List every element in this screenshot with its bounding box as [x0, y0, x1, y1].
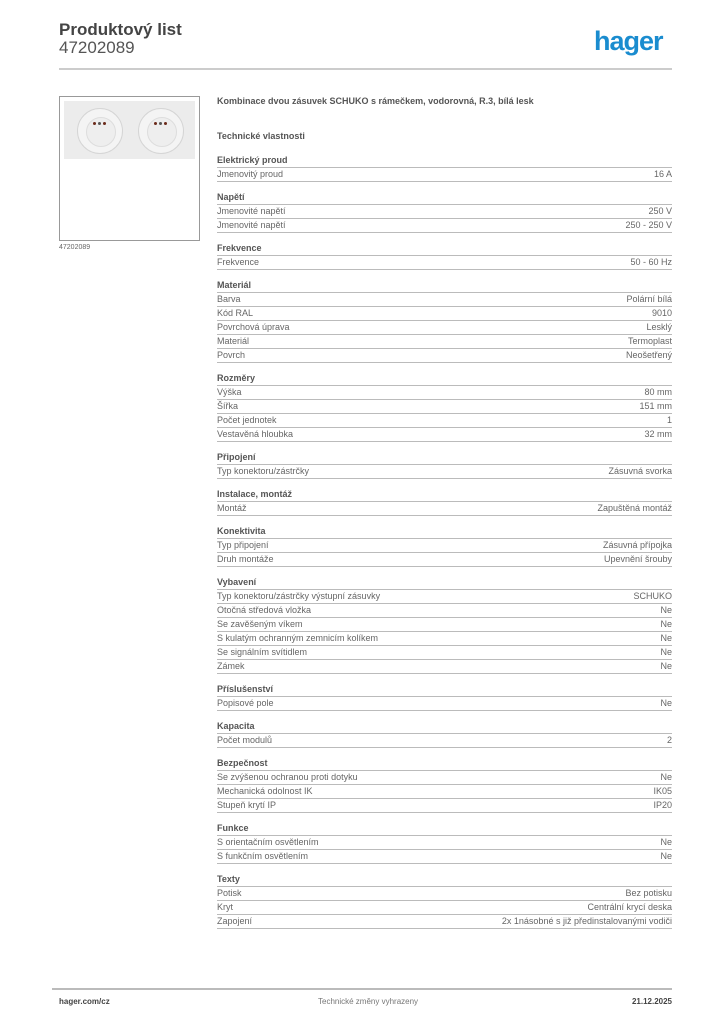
spec-row — [217, 307, 672, 321]
spec-label: S funkčním osvětlením — [217, 851, 309, 861]
spec-label: Jmenovité napětí — [217, 220, 286, 230]
footer-note: Technické změny vyhrazeny — [318, 997, 419, 1006]
spec-label: Druh montáže — [217, 554, 274, 564]
spec-group — [217, 279, 672, 363]
spec-group — [217, 822, 672, 864]
spec-value: 151 mm — [639, 401, 672, 411]
spec-value: IP20 — [653, 800, 672, 810]
spec-value: 32 mm — [644, 429, 672, 439]
spec-row — [217, 632, 672, 646]
spec-row — [217, 785, 672, 799]
spec-label: Výška — [217, 387, 242, 397]
spec-label: Zapojení — [217, 916, 253, 926]
spec-value: Zapuštěná montáž — [597, 503, 672, 513]
spec-value: Ne — [660, 647, 672, 657]
footer-website[interactable]: hager.com/cz — [59, 997, 110, 1006]
spec-label: Kód RAL — [217, 308, 254, 318]
product-description: Kombinace dvou zásuvek SCHUKO s rámečkem, vodorovná, R.3, bílá lesk — [217, 96, 534, 106]
footer-date: 21.12.2025 — [631, 997, 672, 1006]
spec-row — [217, 428, 672, 442]
spec-value: Zásuvná přípojka — [602, 540, 672, 550]
spec-value: Ne — [660, 772, 672, 782]
page-title: Produktový list — [59, 20, 182, 39]
spec-group — [217, 525, 672, 567]
spec-label: Počet modulů — [217, 735, 273, 745]
spec-row — [217, 604, 672, 618]
spec-label: Povrchová úprava — [217, 322, 290, 332]
spec-group — [217, 683, 672, 711]
spec-group-title: Materiál — [217, 279, 672, 293]
spec-value: Ne — [660, 605, 672, 615]
spec-row — [217, 590, 672, 604]
spec-label: Se zvýšenou ochranou proti dotyku — [217, 772, 358, 782]
spec-label: Šířka — [217, 401, 239, 411]
spec-value: 250 - 250 V — [625, 220, 672, 230]
spec-value: IK05 — [653, 786, 672, 796]
spec-label: Jmenovité napětí — [217, 206, 286, 216]
spec-group — [217, 372, 672, 442]
spec-row — [217, 660, 672, 674]
spec-groups — [217, 154, 672, 929]
spec-row — [217, 205, 672, 219]
spec-row — [217, 335, 672, 349]
spec-value: Ne — [660, 633, 672, 643]
spec-row — [217, 400, 672, 414]
spec-row — [217, 321, 672, 335]
product-image — [59, 96, 200, 241]
double-socket-picture — [64, 101, 195, 159]
spec-value: 9010 — [651, 308, 672, 318]
spec-row — [217, 734, 672, 748]
spec-group-title: Elektrický proud — [217, 154, 672, 168]
spec-value: Lesklý — [646, 322, 672, 332]
spec-value: Ne — [660, 837, 672, 847]
spec-label: Potisk — [217, 888, 242, 898]
spec-row — [217, 901, 672, 915]
spec-value: 2x 1násobné s již předinstalovanými vodiči — [501, 916, 672, 926]
spec-group — [217, 720, 672, 748]
spec-label: S kulatým ochranným zemnicím kolíkem — [217, 633, 379, 643]
socket-icon — [77, 108, 123, 154]
spec-value: 16 A — [653, 169, 672, 179]
spec-label: Jmenovitý proud — [217, 169, 284, 179]
spec-label: Typ konektoru/zástrčky — [217, 466, 310, 476]
spec-row — [217, 502, 672, 516]
spec-value: 80 mm — [644, 387, 672, 397]
hager-logo: hager — [594, 26, 663, 56]
spec-row — [217, 256, 672, 270]
spec-row — [217, 771, 672, 785]
spec-row — [217, 168, 672, 182]
spec-value: Ne — [660, 661, 672, 671]
spec-row — [217, 915, 672, 929]
spec-row — [217, 836, 672, 850]
spec-row — [217, 553, 672, 567]
spec-row — [217, 799, 672, 813]
spec-label: Frekvence — [217, 257, 260, 267]
spec-row — [217, 539, 672, 553]
spec-row — [217, 618, 672, 632]
spec-row — [217, 697, 672, 711]
spec-label: Stupeň krytí IP — [217, 800, 277, 810]
spec-group — [217, 191, 672, 233]
spec-row — [217, 850, 672, 864]
spec-value: Bez potisku — [625, 888, 672, 898]
spec-group-title: Instalace, montáž — [217, 488, 672, 502]
spec-label: Se signálním svítidlem — [217, 647, 308, 657]
spec-group — [217, 242, 672, 270]
spec-value: SCHUKO — [633, 591, 672, 601]
spec-group-title: Rozměry — [217, 372, 672, 386]
spec-label: Vestavěná hloubka — [217, 429, 294, 439]
spec-label: Typ konektoru/zástrčky výstupní zásuvky — [217, 591, 381, 601]
spec-label: Montáž — [217, 503, 247, 513]
spec-value: Termoplast — [627, 336, 672, 346]
spec-group — [217, 576, 672, 674]
spec-value: 250 V — [648, 206, 672, 216]
spec-label: Se zavěšeným víkem — [217, 619, 303, 629]
spec-row — [217, 219, 672, 233]
spec-group-title: Konektivita — [217, 525, 672, 539]
spec-value: Zásuvná svorka — [608, 466, 672, 476]
spec-value: Polární bílá — [626, 294, 672, 304]
spec-label: Mechanická odolnost IK — [217, 786, 313, 796]
spec-group-title: Napětí — [217, 191, 672, 205]
section-title: Technické vlastnosti — [217, 131, 305, 141]
spec-row — [217, 349, 672, 363]
spec-value: Ne — [660, 851, 672, 861]
spec-value: Upevnění šrouby — [603, 554, 672, 564]
spec-label: Kryt — [217, 902, 234, 912]
spec-group — [217, 451, 672, 479]
spec-label: Barva — [217, 294, 241, 304]
spec-label: Počet jednotek — [217, 415, 277, 425]
spec-group — [217, 488, 672, 516]
footer-divider — [52, 988, 672, 990]
spec-value: Neošetřený — [625, 350, 672, 360]
spec-value: Ne — [660, 619, 672, 629]
spec-row — [217, 887, 672, 901]
spec-row — [217, 646, 672, 660]
socket-icon — [138, 108, 184, 154]
spec-label: S orientačním osvětlením — [217, 837, 319, 847]
spec-group-title: Kapacita — [217, 720, 672, 734]
product-number: 47202089 — [59, 38, 135, 57]
spec-label: Povrch — [217, 350, 246, 360]
spec-group-title: Vybavení — [217, 576, 672, 590]
spec-row — [217, 386, 672, 400]
spec-group-title: Texty — [217, 873, 672, 887]
spec-sheet — [217, 96, 672, 929]
spec-row — [217, 465, 672, 479]
spec-group — [217, 154, 672, 182]
spec-value: 2 — [666, 735, 672, 745]
image-caption: 47202089 — [59, 244, 91, 251]
spec-group — [217, 757, 672, 813]
spec-label: Typ připojení — [217, 540, 269, 550]
spec-label: Popisové pole — [217, 698, 274, 708]
spec-group — [217, 873, 672, 929]
header-divider — [59, 68, 672, 70]
spec-group-title: Funkce — [217, 822, 672, 836]
spec-group-title: Příslušenství — [217, 683, 672, 697]
spec-value: 50 - 60 Hz — [630, 257, 672, 267]
spec-value: 1 — [666, 415, 672, 425]
spec-label: Otočná středová vložka — [217, 605, 312, 615]
spec-group-title: Frekvence — [217, 242, 672, 256]
spec-row — [217, 293, 672, 307]
spec-group-title: Bezpečnost — [217, 757, 672, 771]
spec-label: Materiál — [217, 336, 250, 346]
spec-row — [217, 414, 672, 428]
spec-value: Centrální krycí deska — [587, 902, 672, 912]
spec-value: Ne — [660, 698, 672, 708]
spec-label: Zámek — [217, 661, 245, 671]
spec-group-title: Připojení — [217, 451, 672, 465]
